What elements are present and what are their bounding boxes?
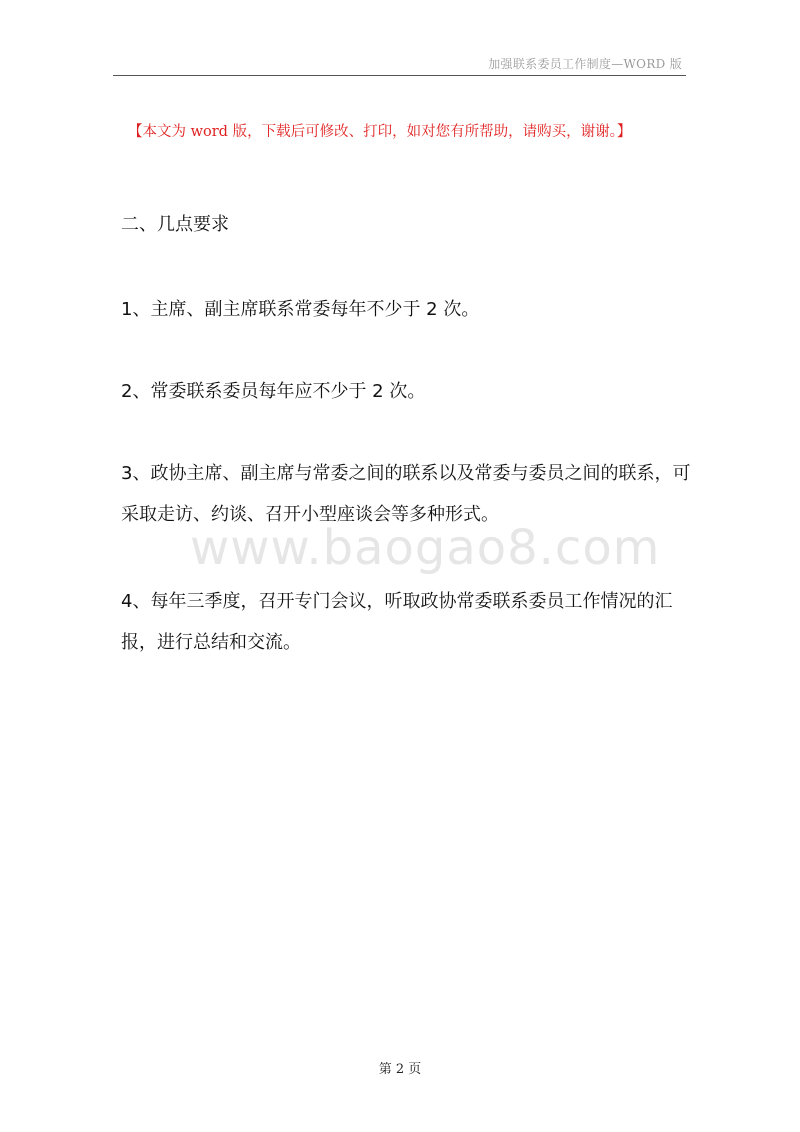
requirement-item-3: 3、政协主席、副主席与常委之间的联系以及常委与委员之间的联系，可采取走访、约谈、召开小型座谈会等多种形式。 [121,463,691,525]
requirement-item-1: 1、主席、副主席联系常委每年不少于 2 次。 [121,299,480,320]
header-divider [113,75,686,76]
requirement-item-2: 2、常委联系委员每年应不少于 2 次。 [121,381,426,402]
purchase-notice: 【本文为 word 版，下载后可修改、打印，如对您有所帮助，请购买，谢谢。】 [128,124,632,140]
section-heading: 二、几点要求 [121,214,229,235]
requirement-item-4: 4、每年三季度，召开专门会议，听取政协常委联系委员工作情况的汇报，进行总结和交流。 [121,591,673,653]
watermark-text: www.baogao8.com [190,520,661,576]
page-number: 第 2 页 [378,1062,422,1077]
header-title: 加强联系委员工作制度—WORD 版 [488,57,682,71]
